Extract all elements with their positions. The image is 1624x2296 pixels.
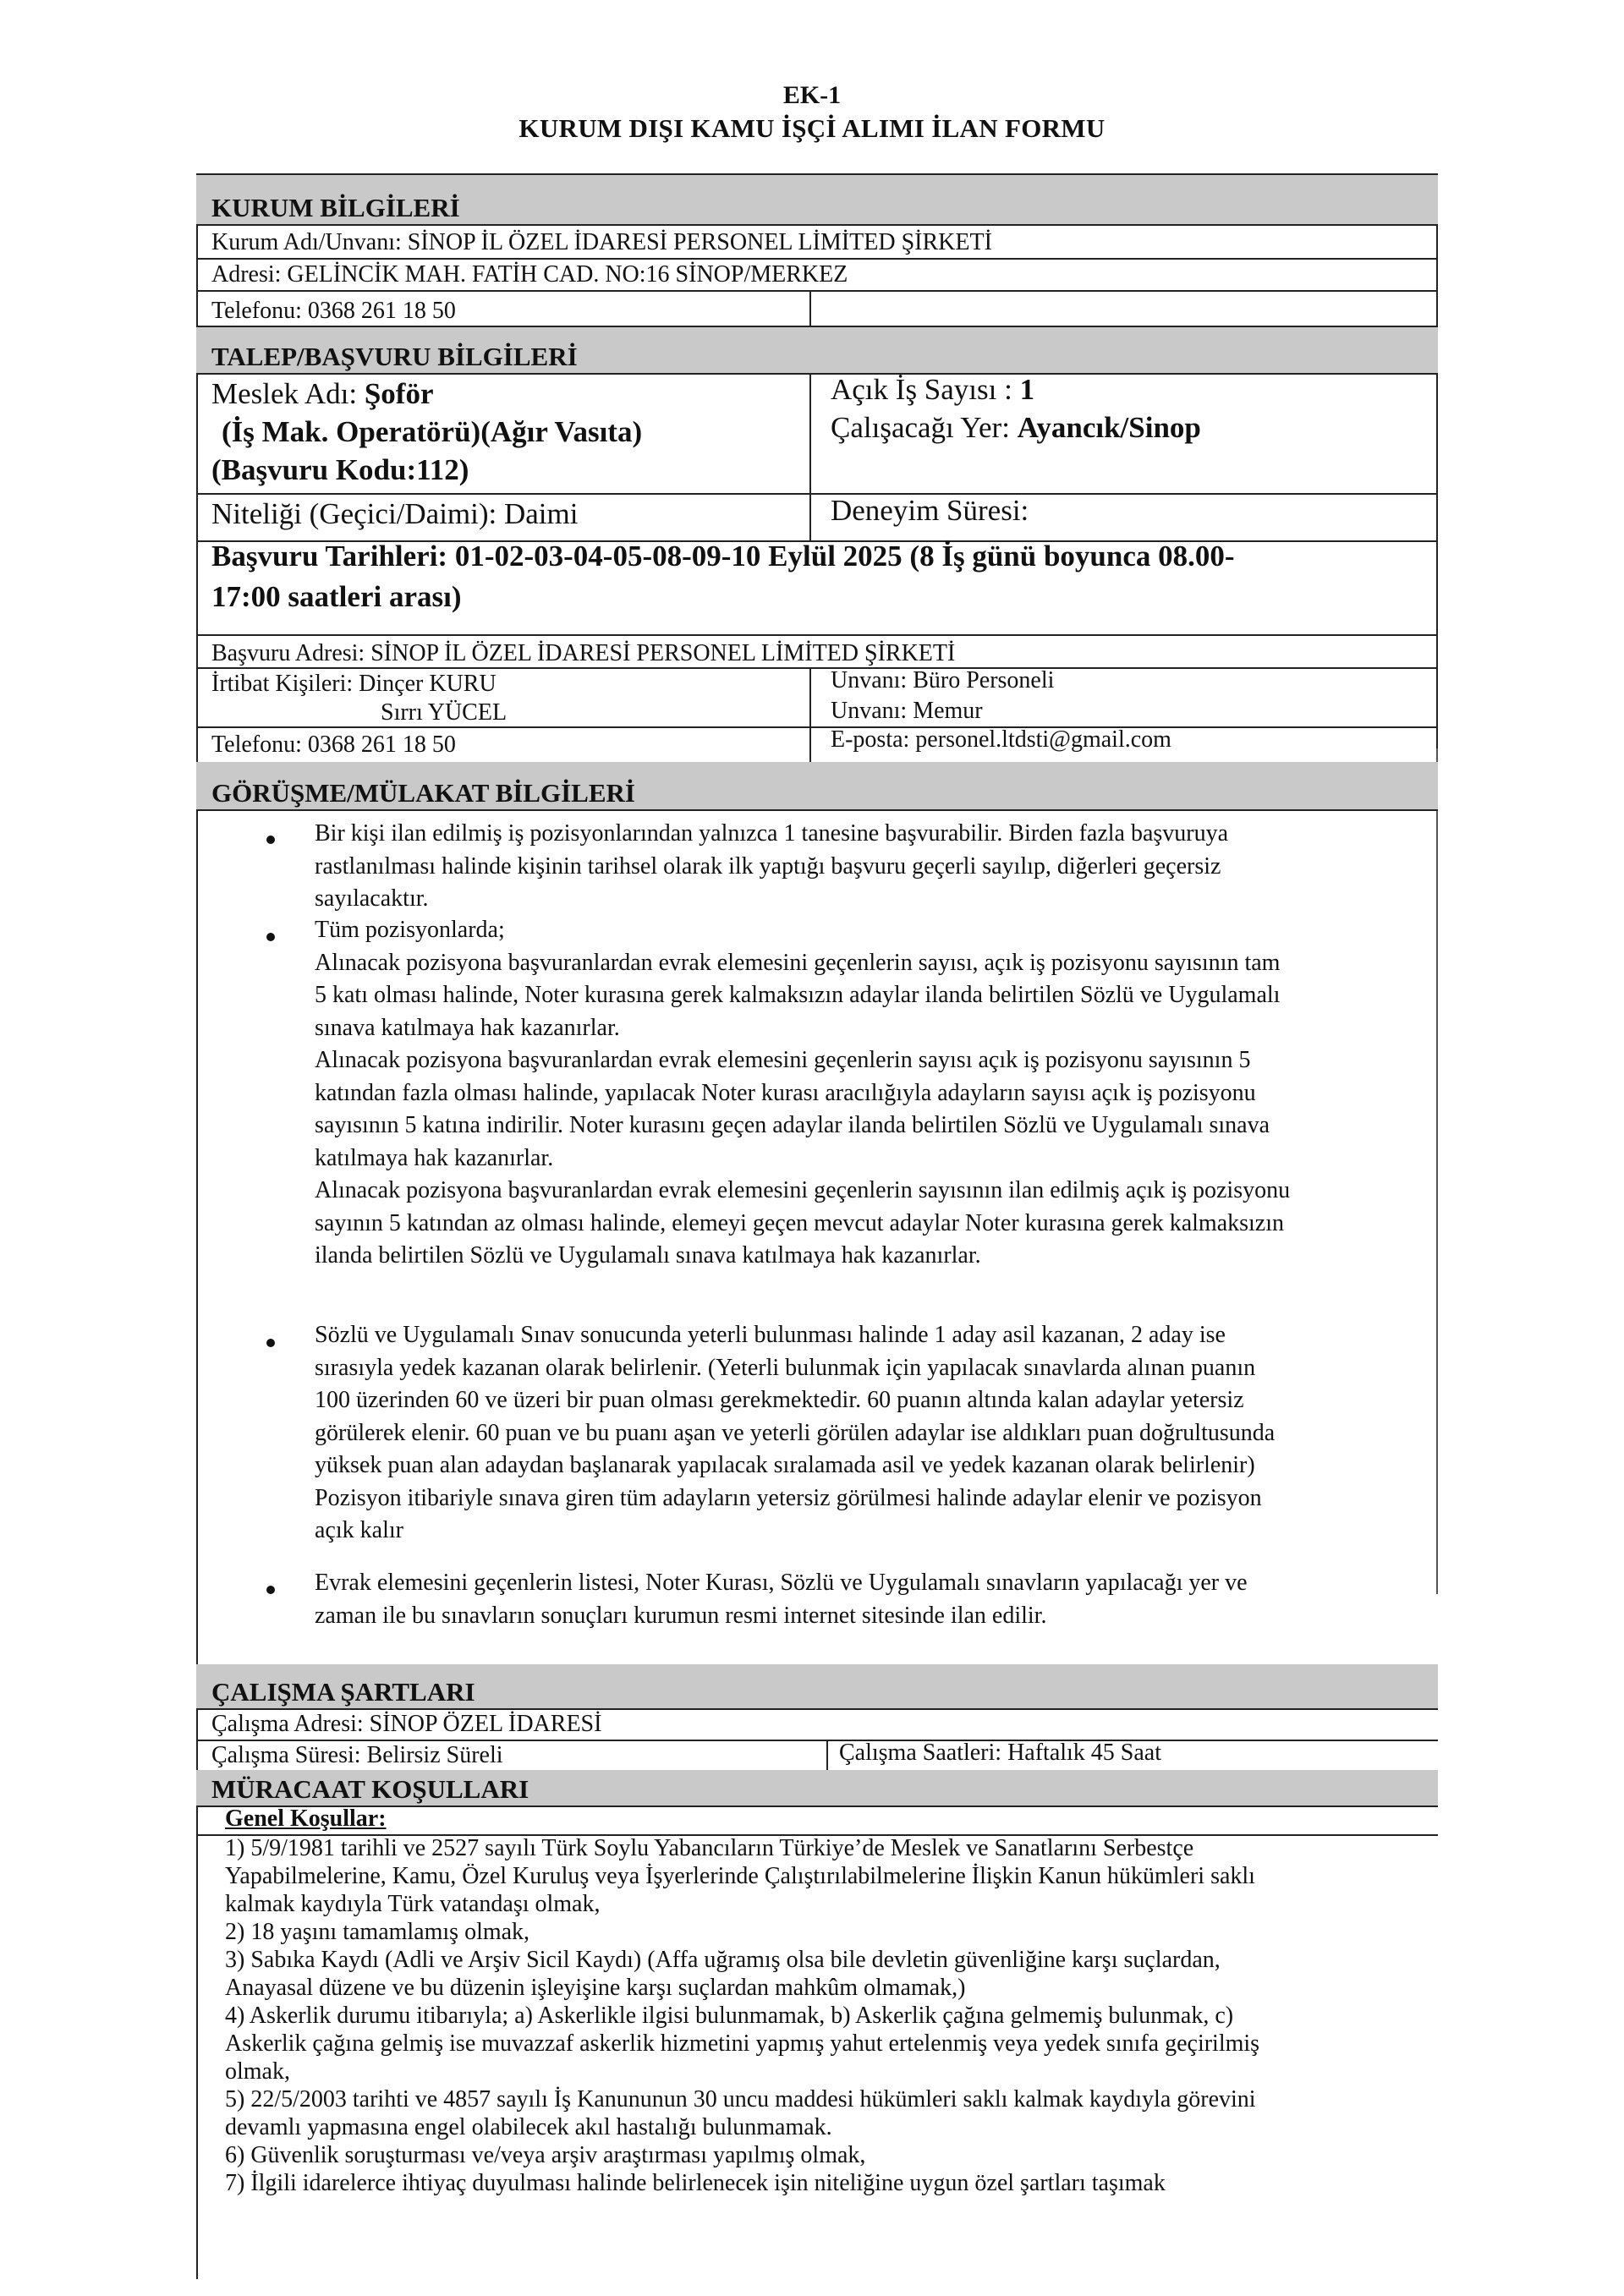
yer-label: Çalışacağı Yer: bbox=[831, 411, 1018, 444]
calisma-saatleri: Çalışma Saatleri: Haftalık 45 Saat bbox=[839, 1740, 1162, 1766]
bullet-4 bbox=[315, 1567, 1248, 1632]
text-line: ilanda belirtilen Sözlü ve Uygulamalı sınava katılmaya hak kazanırlar. bbox=[315, 1242, 981, 1269]
text-line: katılmaya hak kazanırlar. bbox=[315, 1144, 554, 1171]
text-line: 100 üzerinden 60 ve üzeri bir puan olması gerekmektedir. 60 puanın altında kalan adaylar yetersiz bbox=[315, 1387, 1244, 1413]
kurum-phone: Telefonu: 0368 261 18 50 bbox=[211, 298, 456, 324]
rule bbox=[196, 258, 1438, 260]
text-line: Sözlü ve Uygulamalı Sınav sonucunda yeterli bulunması halinde 1 aday asil kazanan, 2 aday ise bbox=[315, 1322, 1226, 1348]
bullet-dot bbox=[266, 933, 275, 941]
announcement-form bbox=[196, 173, 1438, 2279]
text-line: Alınacak pozisyona başvuranlardan evrak elemesini geçenlerin sayısı, açık iş pozisyonu sayısının tam bbox=[315, 949, 1281, 976]
talep-heading: TALEP/BAŞVURU BİLGİLERİ bbox=[196, 326, 1438, 373]
condition-line: devamlı yapmasına engel olabilecek akıl hastalığı bulunmamak. bbox=[225, 2114, 832, 2140]
condition-line: 7) İlgili idarelerce ihtiyaç duyulması halinde belirlenecek işin niteliğine uygun özel şartları taşımak bbox=[225, 2170, 1166, 2196]
condition-line: 5) 22/5/2003 tarihti ve 4857 sayılı İş Kanununun 30 uncu maddesi hükümleri saklı kalmak kaydıyla görevini bbox=[225, 2086, 1256, 2112]
irtibat-kisileri: İrtibat Kişileri: Dinçer KURU bbox=[211, 671, 497, 697]
eposta: E-posta: personel.ltdsti@gmail.com bbox=[831, 726, 1171, 753]
meslek-value: Şoför bbox=[364, 377, 434, 410]
calisma-adresi: Çalışma Adresi: SİNOP ÖZEL İDARESİ bbox=[211, 1711, 602, 1737]
muracaat-heading: MÜRACAAT KOŞULLARI bbox=[196, 1770, 1438, 1806]
niteligi: Niteliği (Geçici/Daimi): Daimi bbox=[211, 497, 579, 530]
meslek-line2: (İş Mak. Operatörü)(Ağır Vasıta) bbox=[222, 415, 643, 448]
unvan-2: Unvanı: Memur bbox=[831, 698, 983, 724]
form-right-border-mid bbox=[1436, 748, 1438, 1594]
talep-telefon: Telefonu: 0368 261 18 50 bbox=[211, 732, 456, 758]
basvuru-tarihleri-1: Başvuru Tarihleri: 01-02-03-04-05-08-09-10 Eylül 2025 (8 İş günü boyunca 08.00- bbox=[211, 540, 1235, 573]
text-line: Tüm pozisyonlarda; bbox=[315, 917, 505, 943]
kurum-address: Adresi: GELİNCİK MAH. FATİH CAD. NO:16 SİNOP/MERKEZ bbox=[211, 261, 848, 288]
form-left-border bbox=[196, 173, 198, 2279]
bullet-dot bbox=[266, 1339, 275, 1347]
rule bbox=[196, 726, 1438, 728]
rule bbox=[196, 634, 1438, 636]
condition-line: 3) Sabıka Kaydı (Adli ve Arşiv Sicil Kaydı) (Affa uğramış olsa bile devletin güvenliğine karşı suçlardan, bbox=[225, 1947, 1221, 1973]
rule bbox=[196, 667, 1438, 669]
rule bbox=[196, 326, 1438, 327]
basvuru-adresi: Başvuru Adresi: SİNOP İL ÖZEL İDARESİ PERSONEL LİMİTED ŞİRKETİ bbox=[211, 640, 956, 666]
text-line: Pozisyon itibariyle sınava giren tüm adayların yetersiz görülmesi halinde adaylar elenir ve pozisyon bbox=[315, 1484, 1262, 1511]
text-line: katından fazla olması halinde, yapılacak Noter kurası aracılığıyla adayların sayısı açık iş pozisyonu bbox=[315, 1079, 1256, 1106]
form-title: KURUM DIŞI KAMU İŞÇİ ALIMI İLAN FORMU bbox=[518, 113, 1106, 143]
acik-value: 1 bbox=[1019, 373, 1035, 406]
acik-label: Açık İş Sayısı : bbox=[831, 373, 1020, 406]
bullet-2 bbox=[315, 914, 1290, 1273]
calisma-heading: ÇALIŞMA ŞARTLARI bbox=[196, 1664, 1438, 1708]
rule bbox=[196, 290, 1438, 292]
text-line: sırasıyla yedek kazanan olarak belirlenir. (Yeterli bulunmak için yapılacak sınavlarda alınan puanın bbox=[315, 1354, 1256, 1381]
form-right-border bbox=[1436, 173, 1438, 748]
rule bbox=[809, 373, 811, 540]
text-line: 5 katı olması halinde, Noter kurasına gerek kalmaksızın adaylar ilanda belirtilen Sözlü ve Uygulamalı bbox=[315, 982, 1281, 1008]
rule bbox=[826, 1740, 828, 1770]
text-line: görülerek elenir. 60 puan ve bu puanı aşan ve yeterli görülen adaylar ise aldıkları puan doğrultusunda bbox=[315, 1419, 1276, 1446]
condition-line: Anayasal düzene ve bu düzenin işleyişine karşı suçlardan mahkûm olmamak,) bbox=[225, 1975, 966, 2001]
condition-line: Askerlik çağına gelmiş ise muvazzaf askerlik hizmetini yapmış yahut ertelenmiş veya yedek sınıfa geçirilmiş bbox=[225, 2030, 1260, 2057]
acik-is-sayisi bbox=[831, 372, 1034, 408]
rule bbox=[809, 290, 811, 326]
conditions-list bbox=[225, 1834, 1409, 2197]
calisma-suresi: Çalışma Süresi: Belirsiz Süreli bbox=[211, 1742, 503, 1768]
yer-value: Ayancık/Sinop bbox=[1017, 411, 1201, 444]
text-line: zaman ile bu sınavların sonuçları kurumun resmi internet sitesinde ilan edilir. bbox=[315, 1602, 1047, 1629]
kurum-name: Kurum Adı/Unvanı: SİNOP İL ÖZEL İDARESİ PERSONEL LİMİTED ŞİRKETİ bbox=[211, 229, 992, 255]
unvan-1: Unvanı: Büro Personeli bbox=[831, 667, 1055, 693]
text-line: yüksek puan alan adaydan başlanarak yapılacak sıralamada asil ve yedek kazanan olarak belirlenir) bbox=[315, 1452, 1255, 1478]
text-line: açık kalır bbox=[315, 1517, 403, 1543]
bullet-dot bbox=[266, 836, 275, 844]
genel-kosullar-title: Genel Koşullar: bbox=[225, 1806, 387, 1832]
annex-label: EK-1 bbox=[782, 81, 842, 109]
text-line: sınava katılmaya hak kazanırlar. bbox=[315, 1014, 620, 1041]
condition-line: 2) 18 yaşını tamamlamış olmak, bbox=[225, 1919, 530, 1945]
deneyim-suresi: Deneyim Süresi: bbox=[831, 494, 1029, 527]
bullet-1 bbox=[315, 818, 1228, 916]
condition-line: Yapabilmelerine, Kamu, Özel Kuruluş veya İşyerlerinde Çalıştırılabilmelerine İlişkin Kanun hükümleri saklı bbox=[225, 1863, 1255, 1889]
rule bbox=[196, 1740, 1438, 1741]
irtibat-kisi-2: Sırrı YÜCEL bbox=[381, 699, 508, 726]
kurum-heading: KURUM BİLGİLERİ bbox=[196, 175, 1438, 224]
condition-line: kalmak kaydıyla Türk vatandaşı olmak, bbox=[225, 1891, 601, 1917]
meslek-adi bbox=[211, 376, 433, 412]
rule bbox=[196, 1708, 1438, 1710]
text-line: rastlanılması halinde kişinin tarihsel olarak ilk yaptığı başvuru geçerli sayılıp, diğerleri geçersiz bbox=[315, 852, 1221, 879]
text-line: Bir kişi ilan edilmiş iş pozisyonlarından yalnızca 1 tanesine başvurabilir. Birden fazla başvuruya bbox=[315, 820, 1229, 847]
text-line: sayının 5 katından az olması halinde, elemeyi geçen mevcut adaylar Noter kurasına gerek kalmaksızın bbox=[315, 1209, 1285, 1236]
condition-line: 4) Askerlik durumu itibarıyla; a) Askerlikle ilgisi bulunmamak, b) Askerlik çağına gelmemiş bulunmak, c) bbox=[225, 2003, 1234, 2029]
text-line: Alınacak pozisyona başvuranlardan evrak elemesini geçenlerin sayısının ilan edilmiş açık iş pozisyonu bbox=[315, 1177, 1291, 1203]
text-line: Alınacak pozisyona başvuranlardan evrak elemesini geçenlerin sayısı açık iş pozisyonu sayısının 5 bbox=[315, 1047, 1251, 1073]
text-line: sayısının 5 katına indirilir. Noter kurasını geçen adaylar ilanda belirtilen Sözlü ve Uygulamalı sınava bbox=[315, 1112, 1270, 1138]
rule bbox=[809, 667, 811, 762]
condition-line: 1) 5/9/1981 tarihli ve 2527 sayılı Türk Soylu Yabancıların Türkiye’de Meslek ve Sanatlarını Serbestçe bbox=[225, 1835, 1194, 1861]
basvuru-kodu: (Başvuru Kodu:112) bbox=[211, 453, 469, 486]
condition-line: 6) Güvenlik soruşturması ve/veya arşiv araştırması yapılmış olmak, bbox=[225, 2142, 866, 2168]
text-line: sayılacaktır. bbox=[315, 885, 429, 912]
rule bbox=[196, 809, 1438, 811]
rule bbox=[196, 224, 1438, 226]
bullet-dot bbox=[266, 1586, 275, 1594]
basvuru-tarihleri-2: 17:00 saatleri arası) bbox=[211, 580, 462, 613]
calisacagi-yer bbox=[831, 410, 1201, 446]
text-line: Evrak elemesini geçenlerin listesi, Noter Kurası, Sözlü ve Uygulamalı sınavların yapılacağı yer ve bbox=[315, 1570, 1248, 1596]
condition-line: olmak, bbox=[225, 2058, 290, 2085]
bullet-3 bbox=[315, 1319, 1275, 1548]
rule bbox=[196, 493, 1438, 495]
meslek-label: Meslek Adı: bbox=[211, 377, 365, 410]
rule bbox=[196, 373, 1438, 375]
gorusme-heading: GÖRÜŞME/MÜLAKAT BİLGİLERİ bbox=[196, 762, 1438, 809]
